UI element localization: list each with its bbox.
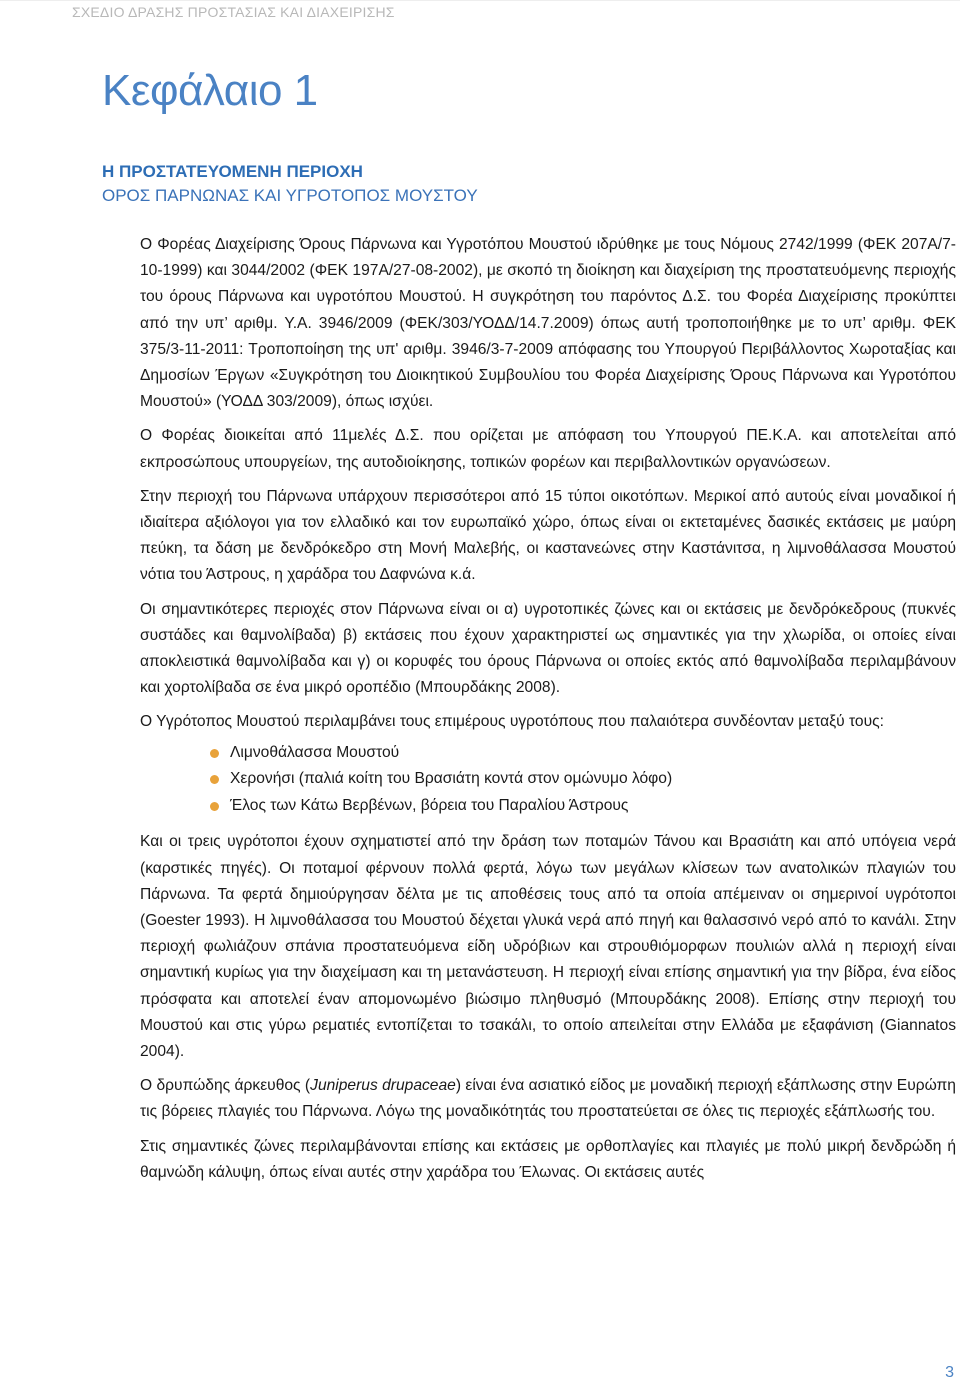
bullet-icon xyxy=(210,749,219,758)
paragraph-board: Ο Φορέας διοικείται από 11μελές Δ.Σ. που ορίζεται με απόφαση του Υπουργού ΠΕ.Κ.Α. και αποτελείται από εκπροσώπους υπουργείων, της αυτοδιοίκησης, τοπικών φορέων και περιβαλλοντικών οργανώσεων. xyxy=(140,427,956,471)
wetland-list xyxy=(140,740,956,820)
bullet-icon xyxy=(210,802,219,811)
chapter-title: Κεφάλαιο 1 xyxy=(102,66,318,115)
paragraph-wetland-intro: Ο Υγρότοπος Μουστού περιλαμβάνει τους επιμέρους υγροτόπους που παλαιότερα συνδέονταν μεταξύ τους: xyxy=(140,713,884,731)
list-item-label: Έλος των Κάτω Βερβένων, βόρεια του Παραλίου Άστρους xyxy=(230,796,629,814)
paragraph-zones: Στις σημαντικές ζώνες περιλαμβάνονται επίσης και εκτάσεις με ορθοπλαγίες και πλαγιές με πολύ μικρή δενδρώδη ή θαμνώδη κάλυψη, όπως είναι αυτές στην χαράδρα του Έλωνας. Οι εκτάσεις αυτές xyxy=(140,1137,956,1181)
bullet-icon xyxy=(210,775,219,784)
paragraph-management-body: Ο Φορέας Διαχείρισης Όρους Πάρνωνα και Υγροτόπου Μουστού ιδρύθηκε με τους Νόμους 2742/1999 (ΦΕΚ 207Α/7-10-1999) και 3044/2002 (ΦΕΚ 197Α/27-08-2002), με σκοπό τη διοίκηση και διαχείριση της προστατευόμενης περιοχής του όρους Πάρνωνα και υγροτόπου Μουστού. Η συγκρότηση του παρόντος Δ.Σ. του Φορέα Διαχείρισης προκύπτει από την υπ’ αριθμ. Υ.Α. 3946/2009 (ΦΕΚ/303/ΥΟΔΔ/14.7.2009) όπως αυτή τροποποιήθηκε με το υπ’ αριθμ. ΦΕΚ 375/3-11-2011: Τροποποίηση της υπ' αριθμ. 3946/3-7-2009 απόφασης του Υπουργού Περιβάλλοντος Χωροταξίας και Δημοσίων Έργων «Συγκρότηση του Διοικητικού Συμβουλίου του Φορέα Διαχείρισης Όρους Πάρνωνα και Υγροτόπου Μουστού» (ΥΟΔΔ 303/2009), όπως ισχύει. xyxy=(140,236,956,411)
list-item xyxy=(210,793,956,820)
juniper-text-end: ) είναι ένα ασιατικό είδος με μοναδική περιοχή εξάπλωσης στην Ευρώπη τις βόρειες πλαγιές του Πάρνωνα. Λόγω της μοναδικότητάς του προστατεύεται σε όλες τις περιοχές εξάπλωσής του. xyxy=(140,1077,956,1121)
page-number: 3 xyxy=(945,1364,954,1381)
paragraph-important-areas: Οι σημαντικότερες περιοχές στον Πάρνωνα είναι οι α) υγροτοπικές ζώνες και οι εκτάσεις με δενδρόκεδρους (πυκνές συστάδες και θαμνολίβαδα) β) εκτάσεις που έχουν χαρακτηριστεί ως σημαντικές για την χλωρίδα, οι οποίες είναι αποκλειστικά θαμνολίβαδα και γ) οι κορυφές του όρους Πάρνωνα οι οποίες εκτός από θαμνολίβαδα περιλαμβάνουν και χορτολίβαδα σε ένα μικρό οροπέδιο (Μπουρδάκης 2008). xyxy=(140,600,956,697)
paragraph-habitats: Στην περιοχή του Πάρνωνα υπάρχουν περισσότεροι από 15 τύποι οικοτόπων. Μερικοί από αυτούς είναι μοναδικοί ή ιδιαίτερα αξιόλογοι για τον ελλαδικό και τον ευρωπαϊκό χώρο, όπως είναι οι εκτεταμένες δασικές εκτάσεις με μαύρη πεύκη, τα δάση με δενδρόκεδρο στη Μονή Μαλεβής, οι καστανεώνες στην Καστάνιτσα, η λιμνοθάλασσα Μουστού νότια του Άστρους, η χαράδρα του Δαφνώνα κ.ά. xyxy=(140,487,956,584)
list-item xyxy=(210,766,956,793)
list-item-label: Χερονήσι (παλιά κοίτη του Βρασιάτη κοντά στον ομώνυμο λόφο) xyxy=(230,770,673,788)
paragraph-juniper xyxy=(140,1073,956,1125)
paragraph-wetland-formation: Και οι τρεις υγρότοποι έχουν σχηματιστεί από την δράση των ποταμών Τάνου και Βρασιάτη και από υπόγεια νερά (καρστικές πηγές). Οι ποταμοί φέρνουν πολλά φερτά, λόγω των μεγάλων κλίσεων των ανατολικών πλαγιών του Πάρνωνα. Τα φερτά δημιούργησαν δέλτα με τις αποθέσεις τους από τα οποία απέμειναν οι σημερινοί υγρότοποι (Goester 1993). Η λιμνοθάλασσα του Μουστού δέχεται γλυκά νερά από πηγή και θαλασσινό νερό από το κανάλι. Στην περιοχή φωλιάζουν σπάνια προστατευόμενα είδη υδρόβιων και στρουθιόμορφων πουλιών αλλά η περιοχή είναι σημαντική κυρίως για την διαχείμαση και τη μετανάστευση. Η περιοχή είναι επίσης σημαντική για την βίδρα, ένα είδος πρόσφατα και αποτελεί έναν απομονωμένο βιώσιμο πληθυσμό (Μπουρδάκης 2008). Επίσης στην περιοχή του Μουστού και στις γύρω ρεματιές εντοπίζεται το τσακάλι, το οποίο απειλείται στην Ελλάδα με εξαφάνιση (Giannatos 2004). xyxy=(140,833,956,1061)
section-subtitle: ΟΡΟΣ ΠΑΡΝΩΝΑΣ ΚΑΙ ΥΓΡΟΤΟΠΟΣ ΜΟΥΣΤΟΥ xyxy=(102,186,478,205)
body-text xyxy=(140,232,956,1194)
juniper-text-start: Ο δρυπώδης άρκευθος ( xyxy=(140,1077,311,1095)
list-item-label: Λιμνοθάλασσα Μουστού xyxy=(230,743,400,761)
running-header: ΣΧΕΔΙΟ ΔΡΑΣΗΣ ΠΡΟΣΤΑΣΙΑΣ ΚΑΙ ΔΙΑΧΕΙΡΙΣΗΣ xyxy=(72,4,395,20)
list-item xyxy=(210,740,956,767)
section-title: Η ΠΡΟΣΤΑΤΕΥΟΜΕΝΗ ΠΕΡΙΟΧΗ xyxy=(102,162,363,181)
top-rule xyxy=(0,0,960,1)
species-name: Juniperus drupaceae xyxy=(310,1077,456,1095)
